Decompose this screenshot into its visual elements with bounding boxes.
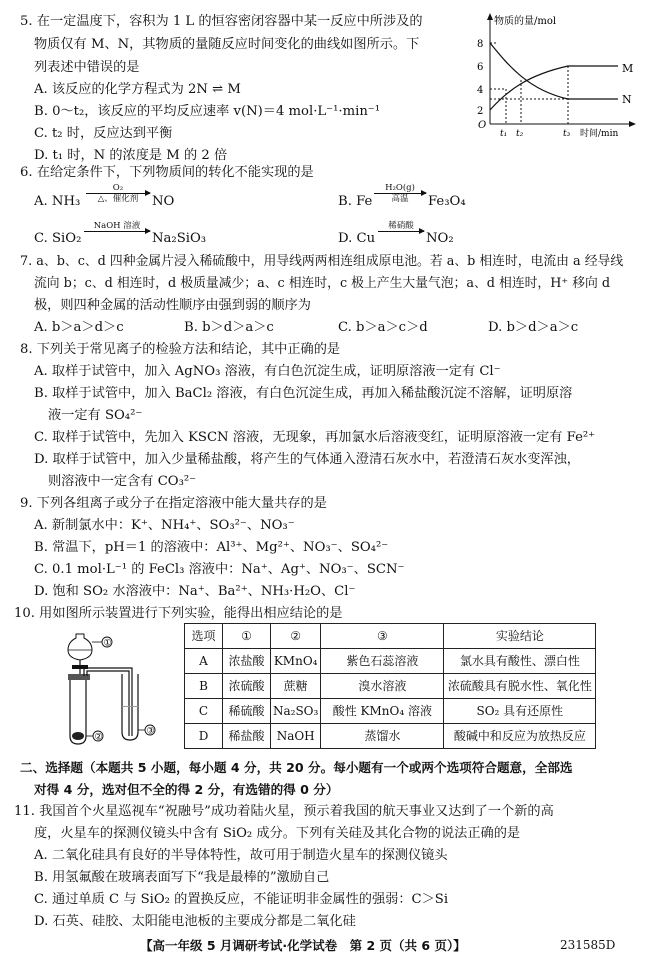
- graph-label-m: M: [622, 62, 634, 75]
- table-cell: 蔗糖: [271, 674, 321, 699]
- graph-xtick-t1: t₁: [500, 129, 508, 139]
- q7-line-2: 流向 b；c、d 相连时，d 极质量减少；a、c 相连时，c 极上产生大量气泡；a、d 相连时，H⁺ 移向 d: [34, 276, 611, 291]
- graph-label-n: N: [622, 93, 632, 106]
- q8-option-b-line-1: B. 取样于试管中，加入 BaCl₂ 溶液，有白色沉淀生成，再加入稀盐酸沉淀不溶解，证明原溶: [34, 386, 573, 401]
- q10-table: [184, 623, 596, 749]
- table-cell: A: [185, 649, 223, 674]
- q6-c-up: NaOH 溶液: [93, 221, 141, 231]
- table-cell: 酸性 KMnO₄ 溶液: [321, 699, 444, 724]
- table-cell: D: [185, 724, 223, 749]
- footer-title: 【高一年级 5 月调研考试·化学试卷 第 2 页（共 6 页）】: [140, 938, 466, 953]
- table-cell: 浓硫酸: [223, 674, 271, 699]
- q6-b-down: 高温: [391, 194, 409, 204]
- table-row: [185, 724, 596, 749]
- graph-ytick-6: 6: [477, 62, 484, 73]
- q6-a-down: △、催化剂: [97, 194, 139, 204]
- table-cell: 氯水具有酸性、漂白性: [444, 649, 596, 674]
- q6-b-right: Fe₃O₄: [428, 194, 466, 209]
- q6-a-left: A. NH₃: [34, 194, 81, 209]
- q8-option-d-line-2: 则溶液中一定含有 CO₃²⁻: [48, 474, 197, 489]
- q9-option-b: B. 常温下，pH＝1 的溶液中：Al³⁺、Mg²⁺、NO₃⁻、SO₄²⁻: [34, 540, 389, 555]
- q9-option-d: D. 饱和 SO₂ 水溶液中：Na⁺、Ba²⁺、NH₃·H₂O、Cl⁻: [34, 584, 356, 599]
- graph-ytick-2: 2: [477, 106, 484, 117]
- section2-line-2: 对得 4 分，选对但不全的得 2 分，有选错的得 0 分）: [34, 782, 339, 797]
- table-cell: NaOH: [271, 724, 321, 749]
- q7-option-b: B. b＞d＞a＞c: [184, 320, 274, 335]
- q7-option-c: C. b＞a＞c＞d: [338, 320, 428, 335]
- q8-option-b-line-2: 液一定有 SO₄²⁻: [48, 408, 143, 423]
- q6-a-right: NO: [152, 194, 175, 209]
- q6-d-up: 稀硝酸: [388, 221, 414, 231]
- graph-curve-n: [490, 43, 618, 99]
- q6-b-arrow: [374, 183, 426, 204]
- graph-xlabel: 时间/min: [580, 129, 619, 139]
- q5-line-2: 物质仅有 M、N，其物质的量随反应时间变化的曲线如图所示。下: [34, 37, 420, 52]
- table-header-cell: ①: [223, 624, 271, 649]
- graph-ytick-8: 8: [477, 39, 484, 50]
- q6-c-arrow: [84, 221, 150, 232]
- q5-line-3: 列表述中错误的是: [34, 60, 140, 75]
- table-cell: Na₂SO₃: [271, 699, 321, 724]
- table-cell: 紫色石蕊溶液: [321, 649, 444, 674]
- q5-option-b: B. 0～t₂，该反应的平均反应速率 v(N)＝4 mol·L⁻¹·min⁻¹: [34, 104, 381, 119]
- q10-apparatus: [50, 628, 170, 750]
- table-cell: KMnO₄: [271, 649, 321, 674]
- graph-curve-m: [490, 66, 618, 110]
- graph-ylabel: 物质的量/mol: [494, 16, 557, 27]
- q9-option-a: A. 新制氯水中：K⁺、NH₄⁺、SO₃²⁻、NO₃⁻: [34, 518, 295, 533]
- q7-line-3: 极，则四种金属的活动性顺序由强到弱的顺序为: [34, 298, 311, 313]
- q10-stem: 10. 用如图所示装置进行下列实验，能得出相应结论的是: [14, 606, 343, 621]
- q6-c-right: Na₂SiO₃: [152, 231, 207, 246]
- table-header-cell: 实验结论: [444, 624, 596, 649]
- table-header-cell: 选项: [185, 624, 223, 649]
- q5-option-d: D. t₁ 时，N 的浓度是 M 的 2 倍: [34, 148, 228, 163]
- graph-ytick-4: 4: [477, 85, 484, 96]
- q11-option-a: A. 二氧化硅具有良好的半导体特性，故可用于制造火星车的探测仪镜头: [34, 848, 448, 863]
- table-row: [185, 699, 596, 724]
- q8-option-a: A. 取样于试管中，加入 AgNO₃ 溶液，有白色沉淀生成，证明原溶液一定有 Cl⁻: [34, 364, 501, 379]
- q6-b-left: B. Fe: [338, 194, 373, 209]
- q11-option-b: B. 用氢氟酸在玻璃表面写下“我是最棒的”激励自己: [34, 870, 330, 885]
- q6-d-right: NO₂: [426, 231, 454, 246]
- apparatus-label-1: ①: [103, 638, 112, 649]
- graph-xtick-t2: t₂: [516, 129, 524, 139]
- table-cell: 浓盐酸: [223, 649, 271, 674]
- table-header-cell: ③: [321, 624, 444, 649]
- table-row: [185, 674, 596, 699]
- q9-option-c: C. 0.1 mol·L⁻¹ 的 FeCl₃ 溶液中：Na⁺、Ag⁺、NO₃⁻、SCN⁻: [34, 562, 405, 577]
- table-cell: 稀硫酸: [223, 699, 271, 724]
- apparatus-label-2: ②: [94, 732, 103, 743]
- table-cell: C: [185, 699, 223, 724]
- q5-option-a: A. 该反应的化学方程式为 2N ⇌ M: [34, 82, 241, 97]
- q7-option-d: D. b＞d＞a＞c: [488, 320, 579, 335]
- table-row: [185, 649, 596, 674]
- table-cell: 稀盐酸: [223, 724, 271, 749]
- q6-a-up: O₂: [112, 183, 124, 193]
- section2-line-1: 二、选择题（本题共 5 小题，每小题 4 分，共 20 分。每小题有一个或两个选项符合题意，全部选: [20, 760, 573, 775]
- table-cell: 浓硫酸具有脱水性、氧化性: [444, 674, 596, 699]
- q6-b-up: H₂O(g): [385, 183, 415, 193]
- q6-d-arrow: [378, 221, 424, 232]
- graph-origin: O: [478, 120, 487, 131]
- table-header-cell: ②: [271, 624, 321, 649]
- q11-line-1: 11. 我国首个火星巡视车“祝融号”成功着陆火星，预示着我国的航天事业又达到了一个新的高: [14, 804, 554, 819]
- table-cell: 酸碱中和反应为放热反应: [444, 724, 596, 749]
- q8-option-c: C. 取样于试管中，先加入 KSCN 溶液，无现象，再加氯水后溶液变红，证明原溶液一定有 Fe²⁺: [34, 430, 596, 445]
- table-cell: 蒸馏水: [321, 724, 444, 749]
- q6-c-left: C. SiO₂: [34, 231, 82, 246]
- q11-option-d: D. 石英、硅胶、太阳能电池板的主要成分都是二氧化硅: [34, 914, 356, 929]
- table-header-row: [185, 624, 596, 649]
- table-cell: SO₂ 具有还原性: [444, 699, 596, 724]
- q6-d-left: D. Cu: [338, 231, 376, 246]
- q8-stem: 8. 下列关于常见离子的检验方法和结论，其中正确的是: [20, 342, 341, 357]
- q6-stem: 6. 在给定条件下，下列物质间的转化不能实现的是: [20, 165, 314, 180]
- q9-stem: 9. 下列各组离子或分子在指定溶液中能大量共存的是: [20, 496, 327, 511]
- q11-option-c: C. 通过单质 C 与 SiO₂ 的置换反应，不能证明非金属性的强弱：C＞Si: [34, 892, 449, 907]
- q5-option-c: C. t₂ 时，反应达到平衡: [34, 126, 173, 141]
- apparatus-label-3: ③: [146, 726, 155, 737]
- q7-option-a: A. b＞a＞d＞c: [34, 320, 124, 335]
- q6-a-arrow: [86, 183, 150, 204]
- q11-line-2: 度，火星车的探测仪镜头中含有 SiO₂ 成分。下列有关硅及其化合物的说法正确的是: [34, 826, 521, 841]
- footer-code: 231585D: [560, 938, 616, 952]
- table-cell: 溴水溶液: [321, 674, 444, 699]
- q5-graph: [468, 10, 640, 140]
- q5-line-1: 5. 在一定温度下，容积为 1 L 的恒容密闭容器中某一反应中所涉及的: [20, 14, 423, 29]
- q8-option-d-line-1: D. 取样于试管中，加入少量稀盐酸，将产生的气体通入澄清石灰水中，若澄清石灰水变浑浊，: [34, 452, 580, 467]
- table-cell: B: [185, 674, 223, 699]
- graph-xtick-t3: t₃: [563, 129, 571, 139]
- q7-line-1: 7. a、b、c、d 四种金属片浸入稀硫酸中，用导线两两相连组成原电池。若 a、b 相连时，电流由 a 经导线: [20, 254, 624, 269]
